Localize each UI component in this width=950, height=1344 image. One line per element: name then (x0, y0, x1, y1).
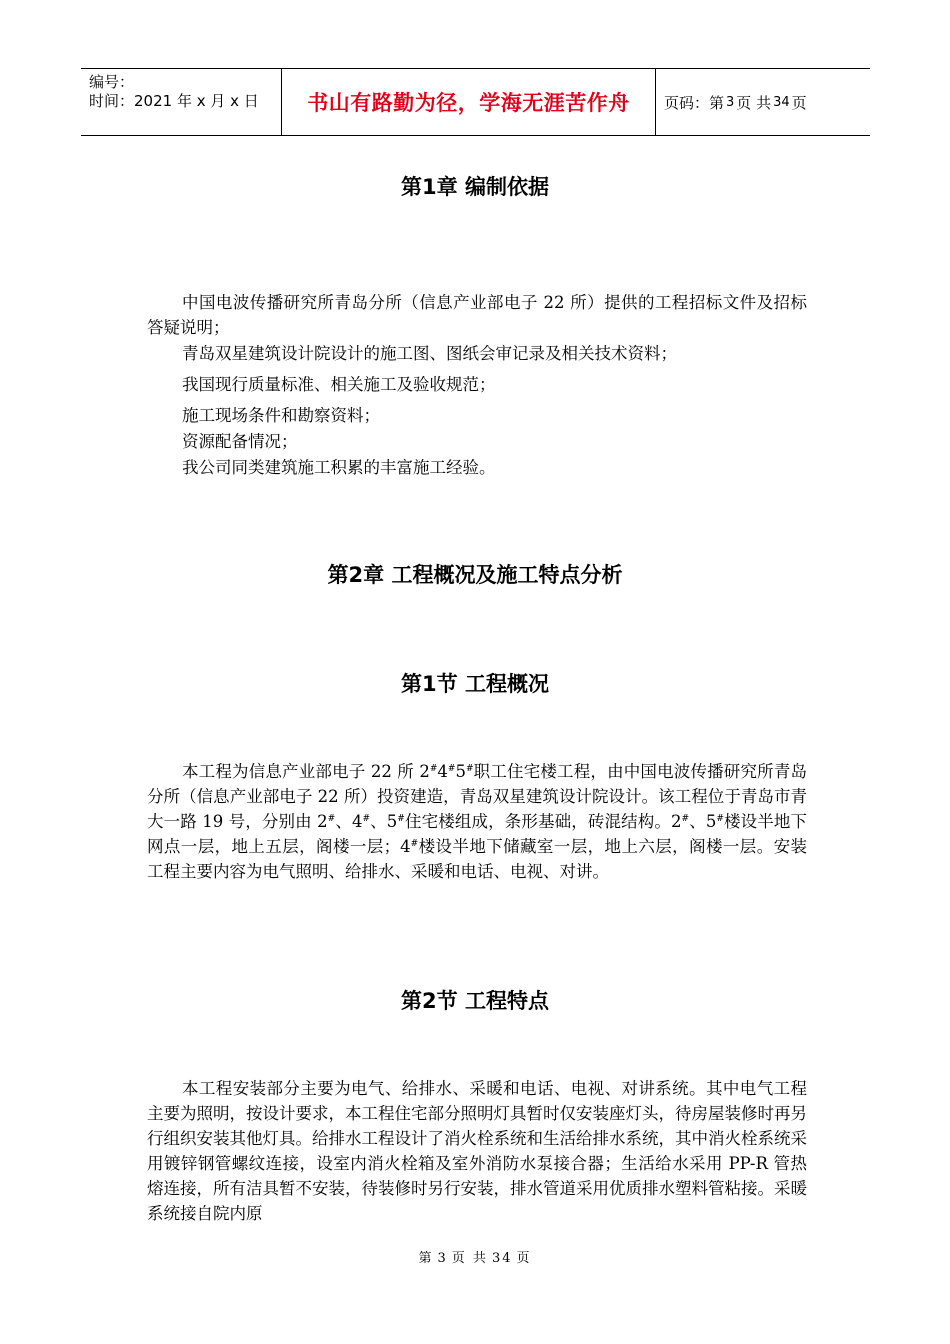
section2-title: 第2节 工程特点 (401, 989, 549, 1013)
section1-paragraph: 本工程为信息产业部电子 22 所 2#4#5#职工住宅楼工程，由中国电波传播研究所青岛分所（信息产业部电子 22 所）投资建造，青岛双星建筑设计院设计。该工程位于青岛市青大一路 19 号，分别由 2#、4#、5#住宅楼组成，条形基础，砖混结构。2#、5#楼设半地下网点一层，地上五层，阁楼一层；4#楼设半地下储藏室一层，地上六层，阁楼一层。安装工程主要内容为电气照明、给排水、采暖和电话、电视、对讲。 (147, 762, 808, 881)
chapter2-title: 第2章 工程概况及施工特点分析 (327, 563, 623, 587)
chapter1-item: 我公司同类建筑施工积累的丰富施工经验。 (182, 458, 496, 477)
page-suffix: 页 (791, 93, 807, 112)
page-current: 3 (726, 94, 735, 110)
page-footer: 第 3 页 共 34 页 (418, 1251, 532, 1266)
section2-paragraph: 本工程安装部分主要为电气、给排水、采暖和电话、电视、对讲系统。其中电气工程主要为照明，按设计要求，本工程住宅部分照明灯具暂时仅安装座灯头，待房屋装修时再另行组织安装其他灯具。给排水工程设计了消火栓系统和生活给排水系统，其中消火栓系统采用镀锌钢管螺纹连接，设室内消火栓箱及室外消防水泵接合器；生活给水采用 PP-R 管热熔连接，所有洁具暂不安装，待装修时另行安装，排水管道采用优质排水塑料管粘接。采暖系统接自院内原 (147, 1079, 807, 1223)
footer-page-current: 3 (437, 1251, 448, 1266)
document-number-label: 编号： (89, 73, 135, 91)
header-info (81, 69, 282, 135)
page-mid: 页 共 (736, 93, 772, 112)
page-prefix: 页码：第 (664, 93, 725, 112)
document-time-label: 时间：2021 年 x 月 x 日 (89, 92, 259, 110)
header-motto: 书山有路勤为径，学海无涯苦作舟 (282, 69, 656, 135)
page-header (81, 68, 870, 136)
header-page-indicator (656, 69, 870, 135)
chapter1-item: 资源配备情况； (182, 432, 298, 451)
chapter1-paragraph: 中国电波传播研究所青岛分所（信息产业部电子 22 所）提供的工程招标文件及招标答疑说明； (147, 293, 807, 337)
chapter1-title: 第1章 编制依据 (401, 175, 549, 199)
chapter1-item: 施工现场条件和勘察资料； (182, 406, 380, 425)
page-total: 34 (773, 94, 790, 110)
chapter1-item: 青岛双星建筑设计院设计的施工图、图纸会审记录及相关技术资料； (182, 344, 677, 363)
chapter1-item: 我国现行质量标准、相关施工及验收规范； (182, 375, 496, 394)
section1-title: 第1节 工程概况 (401, 672, 549, 696)
footer-page-total: 34 (491, 1251, 513, 1266)
